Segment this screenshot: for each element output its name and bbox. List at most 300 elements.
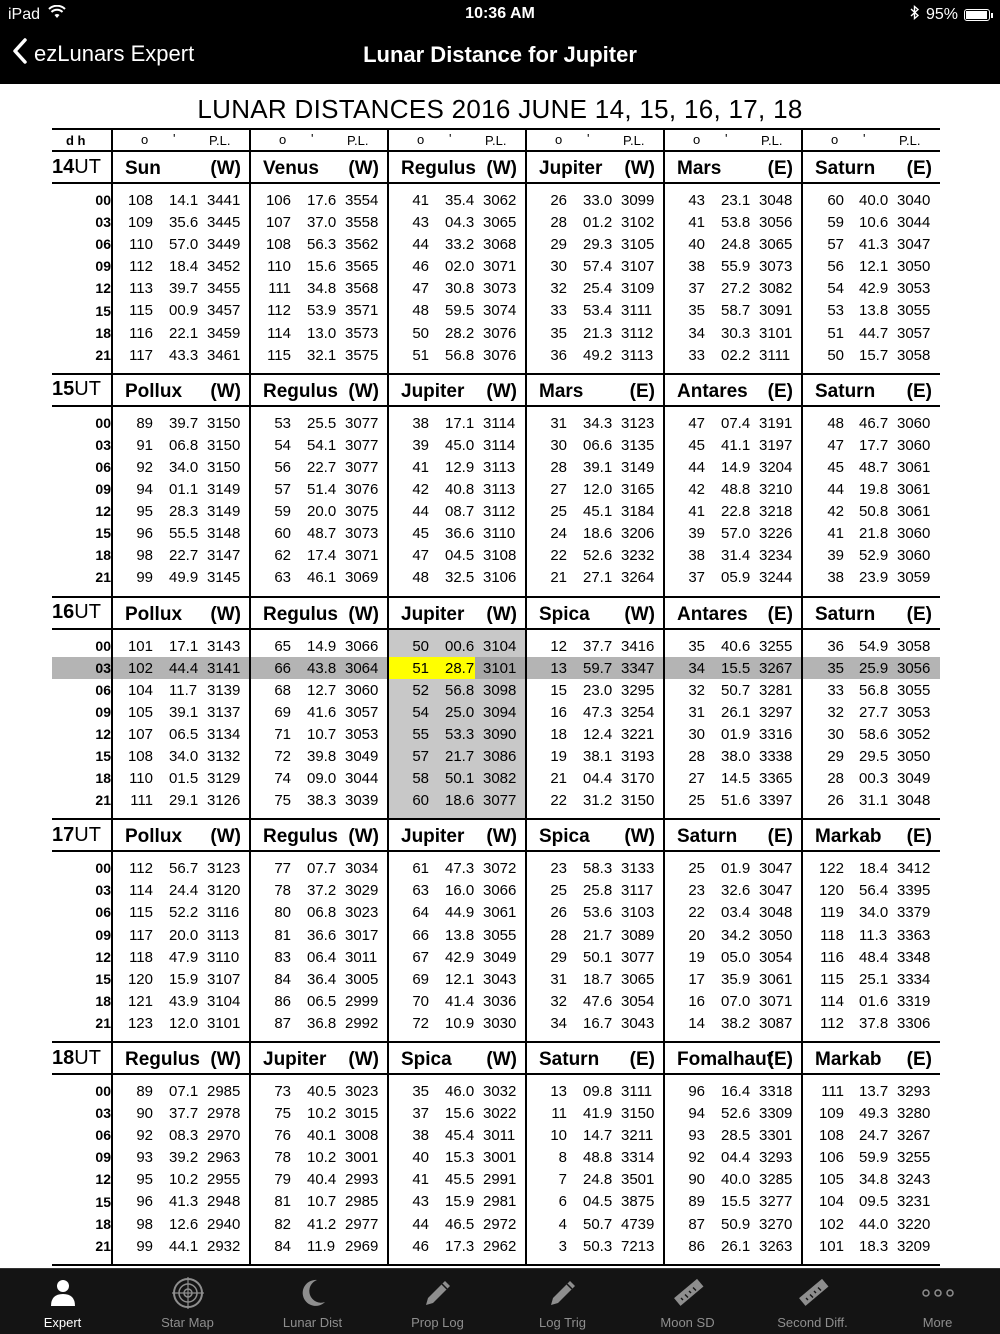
distance-cell [664, 1168, 802, 1190]
prop-log-value: 3036 [483, 992, 517, 1010]
distance-minutes: 50.7 [583, 1215, 613, 1233]
distance-cell [388, 189, 526, 211]
prop-log-value: 3145 [207, 569, 241, 587]
distance-cell [802, 478, 940, 500]
tab-star-map[interactable] [125, 1269, 250, 1334]
distance-minutes: 34.0 [169, 458, 199, 476]
distance-minutes: 48.4 [859, 948, 889, 966]
prop-log-value: 2969 [345, 1237, 379, 1255]
distance-minutes: 39.7 [169, 414, 199, 432]
prop-log-value: 3005 [345, 970, 379, 988]
distance-cell [526, 412, 664, 434]
distance-minutes: 25.8 [583, 882, 613, 900]
distance-cell [802, 745, 940, 767]
distance-degrees: 61 [412, 860, 429, 878]
spacer-cell [526, 1034, 664, 1042]
tab-prop-log[interactable] [375, 1269, 500, 1334]
distance-degrees: 75 [274, 1105, 291, 1123]
header-day-hour: d h [52, 129, 112, 151]
hour-label: 21 [95, 792, 111, 809]
distance-minutes: 52.6 [583, 547, 613, 565]
prop-log-value: 3295 [621, 681, 655, 699]
distance-cell [802, 255, 940, 277]
prop-log-value: 3197 [759, 436, 793, 454]
distance-minutes: 44.9 [445, 904, 475, 922]
table-row [52, 701, 940, 723]
distance-cell [250, 1235, 388, 1257]
distance-degrees: 77 [274, 860, 291, 878]
distance-minutes: 50.1 [583, 948, 613, 966]
distance-degrees: 26 [550, 904, 567, 922]
prop-log-value: 3048 [759, 904, 793, 922]
distance-cell [388, 277, 526, 299]
prop-log-value: 3137 [207, 703, 241, 721]
distance-degrees: 47 [412, 280, 429, 298]
prop-log-value: 3054 [621, 992, 655, 1010]
prop-log-value: 3243 [897, 1171, 931, 1189]
prop-log-value: 3232 [621, 547, 655, 565]
star-name: Fomalhaut [677, 1049, 774, 1070]
ut-label: UT [74, 155, 101, 178]
prop-log-value: 3073 [483, 280, 517, 298]
distance-minutes: 15.5 [721, 1193, 751, 1211]
header-prop-log: P.L. [761, 133, 783, 148]
distance-minutes: 40.0 [859, 192, 889, 209]
distance-cell [802, 1124, 940, 1146]
distance-cell [388, 1080, 526, 1102]
distance-cell [112, 1102, 250, 1124]
distance-degrees: 105 [127, 703, 153, 721]
star-name: Sun [125, 158, 161, 179]
star-header [664, 151, 802, 183]
distance-minutes: 25.4 [583, 280, 613, 298]
distance-minutes: 12.9 [445, 458, 475, 476]
prop-log-value: 3459 [207, 324, 241, 342]
distance-degrees: 109 [818, 1105, 844, 1123]
star-name: Spica [401, 1049, 452, 1070]
prop-log-value: 3133 [621, 860, 655, 878]
distance-degrees: 67 [412, 948, 429, 966]
tab-log-trig[interactable] [500, 1269, 625, 1334]
distance-minutes: 58.3 [583, 860, 613, 878]
ruler-icon [625, 1275, 750, 1311]
distance-minutes: 57.4 [583, 258, 613, 276]
distance-cell [802, 277, 940, 299]
distance-cell [526, 344, 664, 366]
star-direction: (W) [210, 1049, 241, 1070]
distance-degrees: 6 [558, 1193, 567, 1211]
distance-degrees: 30 [550, 436, 567, 454]
hour-label: 03 [52, 657, 112, 679]
tab-moon-sd[interactable] [625, 1269, 750, 1334]
distance-degrees: 60 [274, 525, 291, 543]
distance-cell [112, 1124, 250, 1146]
distance-degrees: 112 [129, 258, 153, 276]
distance-degrees: 34 [688, 324, 705, 342]
distance-degrees: 87 [688, 1215, 705, 1233]
distance-minutes: 56.3 [307, 236, 337, 254]
prop-log-value: 3193 [621, 747, 655, 765]
distance-minutes: 01.9 [721, 860, 751, 878]
distance-cell [112, 968, 250, 990]
distance-cell [664, 544, 802, 566]
prop-log-value: 3116 [207, 904, 240, 922]
distance-degrees: 94 [136, 481, 153, 499]
distance-minutes: 39.1 [583, 458, 613, 476]
star-direction: (W) [486, 826, 517, 848]
spacer-cell [388, 811, 526, 819]
distance-cell [664, 1124, 802, 1146]
distance-degrees: 38 [688, 258, 705, 276]
distance-minutes: 40.1 [307, 1127, 337, 1145]
prop-log-value: 3209 [897, 1237, 931, 1255]
star-header [250, 597, 388, 629]
prop-log-value: 3050 [759, 926, 793, 944]
distance-minutes: 45.5 [445, 1171, 475, 1189]
distance-degrees: 78 [274, 882, 291, 900]
star-name: Mars [539, 380, 584, 402]
distance-degrees: 3 [558, 1237, 567, 1255]
distance-cell [112, 789, 250, 811]
prop-log-value: 3064 [345, 659, 379, 677]
star-name: Saturn [815, 380, 876, 402]
distance-cell [388, 789, 526, 811]
distance-cell [388, 322, 526, 344]
distance-degrees: 28 [827, 770, 844, 788]
prop-log-value: 3001 [345, 1149, 379, 1167]
distance-degrees: 109 [127, 214, 153, 232]
distance-degrees: 38 [412, 414, 429, 432]
distance-degrees: 80 [274, 904, 291, 922]
header-prop-log: P.L. [623, 133, 645, 148]
prop-log-value: 3065 [621, 970, 655, 988]
star-direction: (W) [486, 1049, 517, 1070]
distance-degrees: 110 [129, 770, 153, 788]
prop-log-value: 3023 [345, 1083, 379, 1100]
hour-label: 15 [95, 1193, 111, 1210]
spacer-cell [388, 589, 526, 597]
prop-log-value: 3061 [897, 481, 931, 499]
distance-cell [388, 566, 526, 588]
distance-degrees: 15 [550, 681, 567, 699]
prop-log-value: 3112 [621, 324, 654, 342]
distance-cell [112, 233, 250, 255]
prop-log-value: 2972 [483, 1215, 517, 1233]
prop-log-value: 3039 [345, 792, 379, 810]
distance-cell [802, 1235, 940, 1257]
more-icon [875, 1275, 1000, 1311]
distance-degrees: 24 [550, 525, 567, 543]
distance-cell [250, 1190, 388, 1212]
table-row [52, 478, 940, 500]
distance-degrees: 111 [268, 280, 291, 298]
hour-label: 15 [95, 302, 111, 319]
distance-cell [112, 566, 250, 588]
star-header [388, 819, 526, 851]
distance-minutes: 04.4 [721, 1149, 751, 1167]
distance-minutes: 36.4 [307, 970, 337, 988]
distance-cell [388, 211, 526, 233]
distance-cell [664, 879, 802, 901]
distance-minutes: 38.2 [721, 1014, 751, 1032]
distance-cell [388, 344, 526, 366]
prop-log-value: 3076 [483, 324, 517, 342]
distance-degrees: 25 [550, 503, 567, 521]
prop-log-value: 3285 [759, 1171, 793, 1189]
prop-log-value: 3395 [897, 882, 931, 900]
distance-minutes: 34.8 [859, 1171, 889, 1189]
distance-cell [526, 456, 664, 478]
distance-degrees: 98 [136, 547, 153, 565]
star-direction: (W) [210, 603, 241, 625]
prop-log-value: 3363 [897, 926, 931, 944]
distance-minutes: 46.5 [445, 1215, 475, 1233]
hour-label: 00 [95, 637, 111, 654]
prop-log-value: 3066 [483, 882, 517, 900]
distance-degrees: 32 [688, 681, 705, 699]
distance-degrees: 56 [274, 458, 291, 476]
prop-log-value: 3052 [897, 725, 931, 743]
prop-log-value: 2985 [207, 1083, 241, 1100]
distance-degrees: 46 [412, 1237, 429, 1255]
distance-degrees: 40 [688, 236, 705, 254]
distance-minutes: 13.8 [859, 302, 889, 320]
distance-minutes: 45.1 [583, 503, 613, 521]
distance-cell [526, 901, 664, 923]
distance-minutes: 56.7 [169, 860, 199, 878]
distance-degrees: 45 [688, 436, 705, 454]
distance-cell [664, 211, 802, 233]
distance-degrees: 43 [412, 214, 429, 232]
distance-minutes: 36.6 [445, 525, 475, 543]
prop-log-value: 3113 [483, 481, 516, 499]
header-units [664, 129, 802, 151]
day-number: 16 [52, 601, 75, 623]
distance-minutes: 14.1 [169, 192, 199, 209]
prop-log-value: 3568 [345, 280, 379, 298]
distance-degrees: 21 [550, 569, 567, 587]
prop-log-value: 3104 [207, 992, 241, 1010]
distance-minutes: 10.2 [307, 1105, 337, 1123]
distance-cell [250, 901, 388, 923]
distance-cell [112, 189, 250, 211]
distance-cell [112, 723, 250, 745]
distance-cell [250, 968, 388, 990]
distance-cell [388, 1146, 526, 1168]
distance-degrees: 44 [412, 503, 429, 521]
prop-log-value: 3117 [621, 882, 654, 900]
distance-cell [802, 990, 940, 1012]
distance-cell [112, 500, 250, 522]
prop-log-value: 3267 [759, 659, 793, 677]
prop-log-value: 3379 [897, 904, 931, 922]
distance-minutes: 08.3 [169, 1127, 199, 1145]
distance-minutes: 21.7 [583, 926, 613, 944]
prop-log-value: 3441 [207, 192, 241, 209]
distance-cell [112, 679, 250, 701]
prop-log-value: 3449 [207, 236, 241, 254]
day-header-row [52, 597, 940, 629]
distance-degrees: 33 [827, 681, 844, 699]
prop-log-value: 2948 [207, 1193, 241, 1211]
prop-log-value: 3065 [483, 214, 517, 232]
star-direction: (W) [348, 826, 379, 848]
hour-label: 18 [95, 770, 111, 787]
distance-cell [802, 500, 940, 522]
prop-log-value: 3565 [345, 258, 379, 276]
table-row [52, 745, 940, 767]
spacer-cell [112, 1257, 250, 1265]
prop-log-value: 3231 [897, 1193, 931, 1211]
table-row [52, 1213, 940, 1235]
distance-cell [388, 522, 526, 544]
distance-minutes: 05.9 [721, 569, 751, 587]
tab-bar [0, 1268, 1000, 1334]
distance-cell [250, 233, 388, 255]
distance-cell [250, 946, 388, 968]
spacer-cell [112, 1034, 250, 1042]
table-row [52, 857, 940, 879]
prop-log-value: 3049 [483, 948, 517, 966]
distance-degrees: 99 [136, 1237, 153, 1255]
distance-cell [664, 434, 802, 456]
prop-log-value: 2940 [207, 1215, 241, 1233]
distance-degrees: 47 [688, 414, 705, 432]
prop-log-value: 3071 [345, 547, 379, 565]
spacer-cell [388, 366, 526, 374]
distance-minutes: 11.7 [169, 681, 198, 699]
distance-degrees: 82 [274, 1215, 291, 1233]
distance-degrees: 22 [550, 792, 567, 810]
prop-log-value: 3055 [483, 926, 517, 944]
distance-minutes: 39.2 [169, 1149, 199, 1167]
star-header [664, 819, 802, 851]
header-minutes: ' [173, 131, 176, 146]
star-direction: (E) [767, 380, 793, 402]
table-row [52, 1168, 940, 1190]
table-row [52, 635, 940, 657]
distance-cell [526, 189, 664, 211]
prop-log-value: 3165 [621, 481, 655, 499]
distance-degrees: 90 [136, 1105, 153, 1123]
prop-log-value: 3875 [621, 1193, 655, 1211]
distance-degrees: 45 [412, 525, 429, 543]
tab-second-diff[interactable] [750, 1269, 875, 1334]
battery-icon [964, 9, 990, 21]
prop-log-value: 3461 [207, 346, 241, 364]
star-header [388, 597, 526, 629]
prop-log-value: 3211 [621, 1127, 654, 1145]
header-units [802, 129, 940, 151]
day-label [52, 597, 112, 629]
prop-log-value: 3220 [897, 1215, 931, 1233]
distance-cell [388, 456, 526, 478]
distance-cell [388, 879, 526, 901]
distance-cell [664, 566, 802, 588]
distance-degrees: 122 [818, 860, 844, 878]
table-row [52, 544, 940, 566]
distance-cell [802, 879, 940, 901]
spacer-cell [802, 1034, 940, 1042]
distance-minutes: 17.3 [445, 1237, 475, 1255]
prop-log-value: 3104 [483, 637, 517, 655]
tab-expert[interactable] [0, 1269, 125, 1334]
distance-degrees: 78 [274, 1149, 291, 1167]
table-row [52, 277, 940, 299]
distance-degrees: 114 [129, 882, 153, 900]
star-header [664, 597, 802, 629]
distance-cell [112, 1235, 250, 1257]
star-name: Markab [815, 826, 882, 848]
distance-minutes: 11.3 [859, 926, 888, 944]
distance-minutes: 12.1 [859, 258, 889, 276]
day-label [52, 1042, 112, 1074]
hour-label: 03 [95, 882, 111, 899]
prop-log-value: 3055 [897, 681, 931, 699]
star-direction: (E) [767, 603, 793, 625]
distance-minutes: 10.2 [169, 1171, 199, 1189]
distance-cell [250, 456, 388, 478]
distance-degrees: 66 [274, 659, 291, 677]
prop-log-value: 3076 [483, 346, 517, 364]
distance-cell [112, 879, 250, 901]
distance-minutes: 14.9 [721, 458, 751, 476]
prop-log-value: 3058 [897, 346, 931, 364]
distance-cell [526, 566, 664, 588]
distance-degrees: 92 [688, 1149, 705, 1167]
day-label [52, 151, 112, 183]
distance-minutes: 51.6 [721, 792, 751, 810]
distance-cell [802, 901, 940, 923]
tab-lunar-dist[interactable] [250, 1269, 375, 1334]
distance-cell [250, 1213, 388, 1235]
star-direction: (W) [348, 158, 379, 179]
distance-degrees: 66 [412, 926, 429, 944]
distance-cell [250, 1080, 388, 1102]
distance-degrees: 22 [550, 547, 567, 565]
distance-cell [664, 745, 802, 767]
prop-log-value: 3314 [621, 1149, 655, 1167]
distance-cell [250, 857, 388, 879]
star-header [250, 151, 388, 183]
star-name: Antares [677, 380, 748, 402]
hour-label: 09 [95, 481, 111, 498]
hour-label: 12 [95, 503, 111, 520]
distance-cell [664, 990, 802, 1012]
distance-minutes: 40.8 [445, 481, 475, 499]
distance-minutes: 26.1 [721, 703, 751, 721]
tab-more[interactable] [875, 1269, 1000, 1334]
day-end-spacer [52, 1257, 940, 1265]
distance-degrees: 58 [412, 770, 429, 788]
distance-degrees: 102 [818, 1215, 844, 1233]
distance-minutes: 27.2 [721, 280, 751, 298]
distance-degrees: 114 [820, 992, 844, 1010]
distance-minutes: 09.5 [859, 1193, 889, 1211]
day-header-row [52, 374, 940, 406]
distance-degrees: 101 [818, 1237, 844, 1255]
prop-log-value: 3221 [621, 725, 655, 743]
spacer-cell [664, 1257, 802, 1265]
distance-degrees: 29 [550, 236, 567, 254]
prop-log-value: 3048 [759, 192, 793, 209]
distance-cell [388, 500, 526, 522]
distance-cell [802, 1190, 940, 1212]
distance-degrees: 93 [136, 1149, 153, 1167]
prop-log-value: 3023 [345, 904, 379, 922]
day-header-row [52, 1042, 940, 1074]
ut-label: UT [74, 601, 101, 623]
